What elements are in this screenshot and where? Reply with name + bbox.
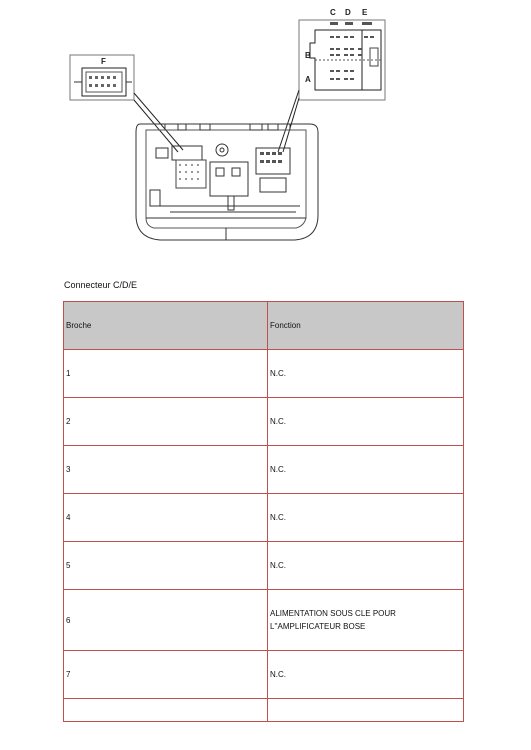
cell-broche <box>64 699 268 722</box>
cell-broche: 3 <box>64 446 268 494</box>
table-row <box>64 350 464 398</box>
table-row <box>64 542 464 590</box>
table-row <box>64 651 464 699</box>
pin-table <box>63 301 464 722</box>
table-row <box>64 398 464 446</box>
cell-broche: 6 <box>64 590 268 651</box>
label-c: C <box>330 8 336 17</box>
cell-broche: 1 <box>64 350 268 398</box>
table-row <box>64 494 464 542</box>
table-row <box>64 590 464 651</box>
cell-fonction: N.C. <box>268 350 464 398</box>
leader-lines <box>134 90 299 152</box>
header-broche: Broche <box>64 302 268 350</box>
radio-connector-diagram <box>0 0 531 260</box>
cell-broche: 2 <box>64 398 268 446</box>
label-e: E <box>362 8 368 17</box>
cell-broche: 7 <box>64 651 268 699</box>
cell-broche: 5 <box>64 542 268 590</box>
label-a: A <box>305 75 311 84</box>
connector-caption: Connecteur C/D/E <box>64 280 138 290</box>
cell-fonction: N.C. <box>268 494 464 542</box>
connector-cde-detail <box>299 20 385 100</box>
cell-fonction <box>268 699 464 722</box>
table-row <box>64 446 464 494</box>
header-fonction: Fonction <box>268 302 464 350</box>
cell-fonction: N.C. <box>268 398 464 446</box>
cell-fonction: N.C. <box>268 446 464 494</box>
cell-fonction: N.C. <box>268 542 464 590</box>
cell-fonction: ALIMENTATION SOUS CLE POUR L''AMPLIFICATEUR BOSE <box>268 590 464 651</box>
radio-unit-rear-view <box>136 124 318 240</box>
table-row <box>64 699 464 722</box>
table-header-row <box>64 302 464 350</box>
cell-broche: 4 <box>64 494 268 542</box>
cell-fonction: N.C. <box>268 651 464 699</box>
label-b: B <box>305 51 311 60</box>
label-f: F <box>101 57 106 66</box>
label-d: D <box>345 8 351 17</box>
